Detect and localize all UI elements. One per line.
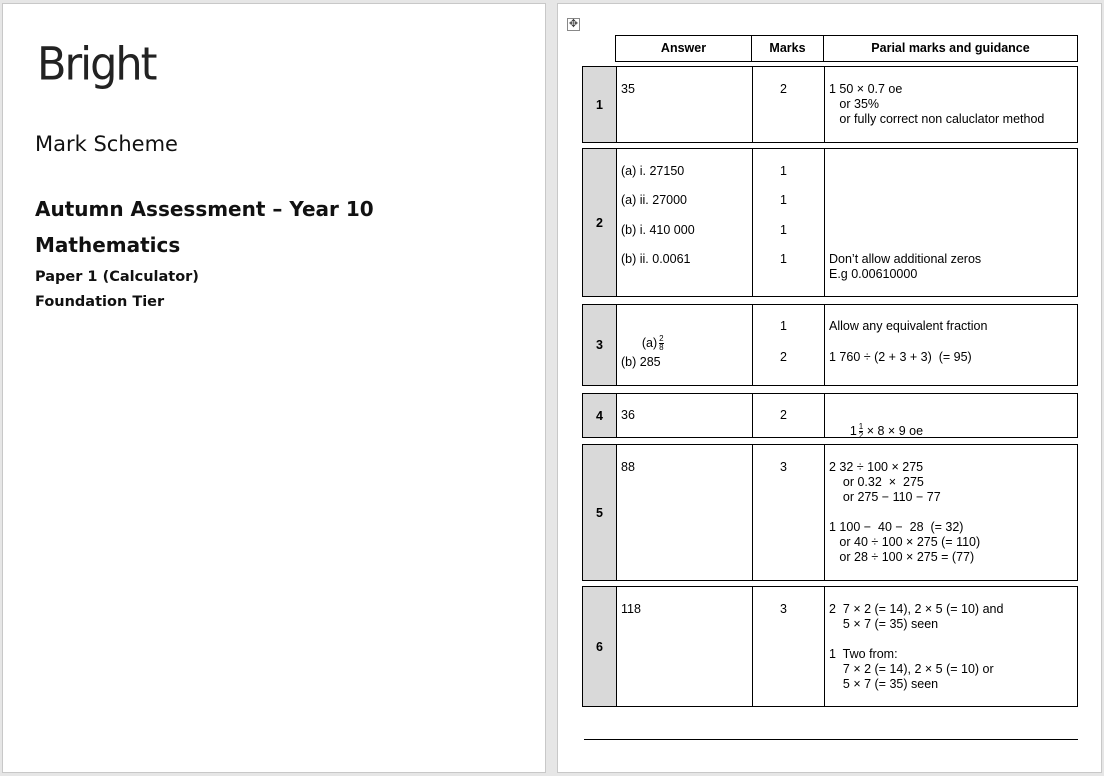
question-number: 5 xyxy=(583,445,617,580)
tier-label: Foundation Tier xyxy=(35,294,165,310)
subject-heading: Mathematics xyxy=(35,233,181,257)
answer-cell: 36 xyxy=(621,408,635,422)
guidance-line: or 28 ÷ 100 × 275 = (77) xyxy=(829,550,975,564)
guidance-line: Don’t allow additional zeros xyxy=(829,252,982,266)
question-row-2 xyxy=(582,148,1078,297)
guidance-column-header: Parial marks and guidance xyxy=(871,41,1030,55)
guidance-line: E.g 0.00610000 xyxy=(829,267,918,281)
guidance-line: 2 7 × 2 (= 14), 2 × 5 (= 10) and xyxy=(829,602,1004,616)
fraction-numerator: 1 xyxy=(858,422,864,431)
mark-scheme-page xyxy=(557,3,1102,773)
marks-cell: 1 xyxy=(780,319,787,333)
guidance-line: or 35% xyxy=(829,97,880,111)
answer-cell: (a) i. 27150 xyxy=(621,164,685,178)
move-arrows-icon[interactable]: ✥ xyxy=(568,18,579,30)
question-number: 3 xyxy=(583,305,617,385)
answer-cell: (b) 285 xyxy=(621,355,661,369)
guidance-line: 1 50 × 0.7 oe xyxy=(829,82,903,96)
guidance-line: 2 32 ÷ 100 × 275 xyxy=(829,460,924,474)
guidance-line: or fully correct non caluclator method xyxy=(829,112,1045,126)
marks-cell: 2 xyxy=(780,350,787,364)
marks-cell: 3 xyxy=(780,602,787,616)
answer-cell: (b) i. 410 000 xyxy=(621,223,695,237)
assessment-heading: Autumn Assessment – Year 10 xyxy=(35,197,374,221)
marks-cell: 1 xyxy=(780,252,787,266)
fraction-numerator: 2 xyxy=(659,334,664,343)
question-number: 2 xyxy=(583,149,617,296)
marks-column-header: Marks xyxy=(752,36,824,61)
guidance-line: 1 Two from: xyxy=(829,647,898,661)
guidance-prefix: 1 xyxy=(849,423,857,438)
table-header xyxy=(615,35,1078,62)
bright-logo: Bright xyxy=(37,38,156,92)
fraction-denominator: 2 xyxy=(858,431,864,440)
answer-cell: 35 xyxy=(621,82,635,96)
question-row-5 xyxy=(582,444,1078,581)
question-row-3 xyxy=(582,304,1078,386)
guidance-line: 5 × 7 (= 35) seen xyxy=(829,677,939,691)
answer-cell: 118 xyxy=(621,602,641,616)
question-number: 4 xyxy=(583,394,617,437)
question-number: 6 xyxy=(583,587,617,706)
guidance-line: or 275 − 110 − 77 xyxy=(829,490,941,504)
answer-column-header: Answer xyxy=(616,36,752,61)
guidance-line: 5 × 7 (= 35) seen xyxy=(829,617,939,631)
paper-label: Paper 1 (Calculator) xyxy=(35,269,199,285)
cover-page xyxy=(2,3,546,773)
marks-cell: 3 xyxy=(780,460,787,474)
question-row-6 xyxy=(582,586,1078,707)
fraction xyxy=(859,423,863,440)
guidance-line: Allow any equivalent fraction xyxy=(829,319,988,333)
guidance-line: or 40 ÷ 100 × 275 (= 110) xyxy=(829,535,981,549)
question-row-4 xyxy=(582,393,1078,438)
answer-prefix: (a) xyxy=(641,335,658,350)
fraction xyxy=(659,335,663,352)
marks-cell: 1 xyxy=(780,193,787,207)
answer-cell: (b) ii. 0.0061 xyxy=(621,252,691,266)
answer-cell: 88 xyxy=(621,460,635,474)
guidance-line: or 0.32 × 275 xyxy=(829,475,924,489)
marks-cell: 1 xyxy=(780,164,787,178)
footer-divider xyxy=(584,739,1078,740)
guidance-line: 1 760 ÷ (2 + 3 + 3) (= 95) xyxy=(829,350,972,364)
question-row-1 xyxy=(582,66,1078,143)
fraction-denominator: 8 xyxy=(659,343,664,352)
guidance-line: 1 100 − 40 − 28 (= 32) xyxy=(829,520,964,534)
guidance-suffix: × 8 × 9 oe xyxy=(866,423,924,438)
answer-cell: (a) ii. 27000 xyxy=(621,193,688,207)
marks-cell: 1 xyxy=(780,223,787,237)
question-number: 1 xyxy=(583,67,617,142)
marks-cell: 2 xyxy=(780,82,787,96)
guidance-line: 7 × 2 (= 14), 2 × 5 (= 10) or xyxy=(829,662,994,676)
marks-cell: 2 xyxy=(780,408,787,422)
document-title: Mark Scheme xyxy=(35,132,178,156)
